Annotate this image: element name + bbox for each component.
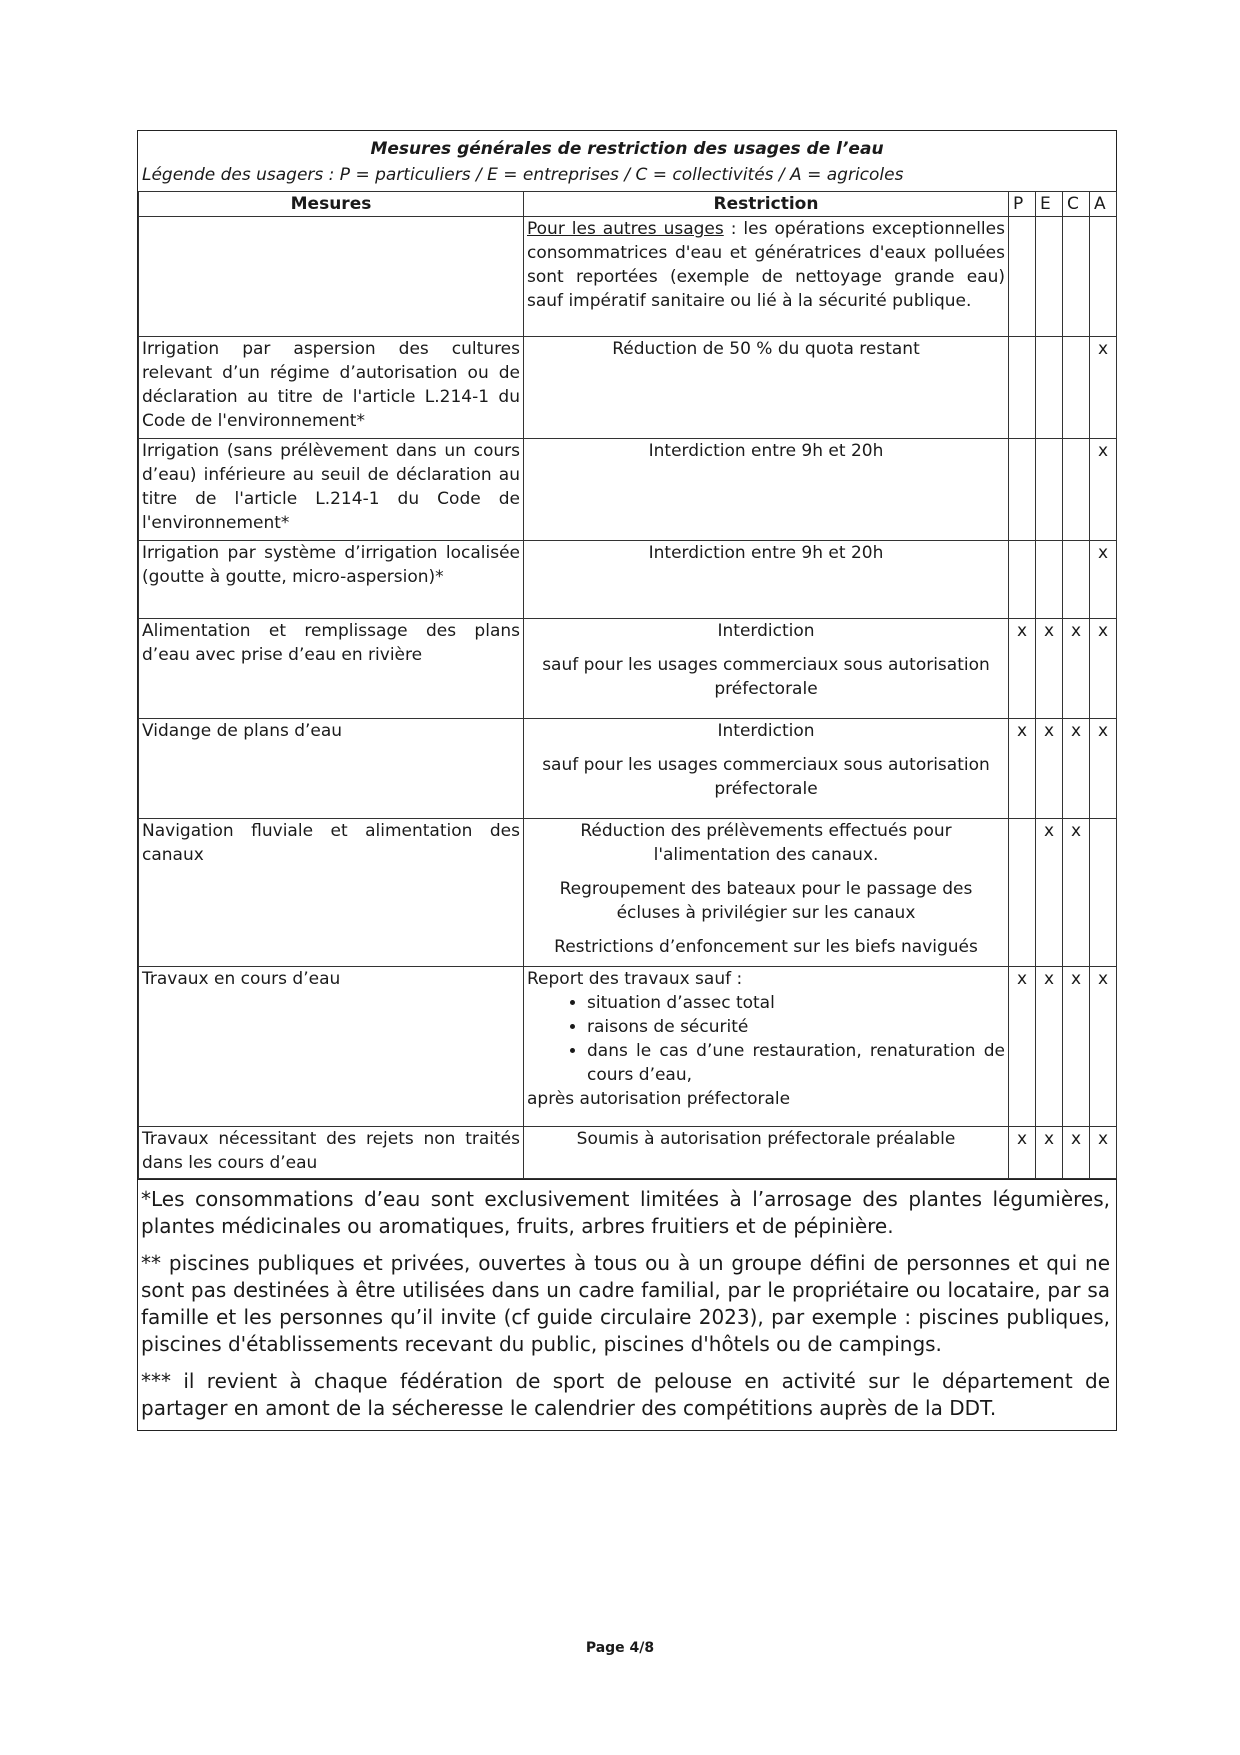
restriction-cell (524, 719, 1009, 819)
flag-a: x (1090, 337, 1117, 439)
table-row (139, 1127, 1117, 1179)
mesure-cell: Travaux en cours d’eau (139, 967, 524, 1127)
flag-e: x (1036, 719, 1063, 819)
mesure-cell: Irrigation par système d’irrigation localisée (goutte à goutte, micro-aspersion)* (139, 541, 524, 619)
flag-c (1063, 439, 1090, 541)
document-title: Mesures générales de restriction des usages de l’eau (370, 139, 884, 159)
flag-a (1090, 217, 1117, 337)
restriction-cell (524, 217, 1009, 337)
flag-c: x (1063, 967, 1090, 1127)
footnote-2: ** piscines publiques et privées, ouvertes à tous ou à un groupe défini de personnes et qui ne sont pas destinées à être utilisées dans un cadre familial, par le propriétaire ou locataire, par sa famille et les personnes qu’il invite (cf guide circulaire 2023), par exemple : piscines publiques, piscines d'établissements recevant du public, piscines d'hôtels ou de campings. (141, 1251, 1110, 1356)
mesure-cell (139, 217, 524, 337)
mesure-cell: Vidange de plans d’eau (139, 719, 524, 819)
flag-a (1090, 819, 1117, 967)
flag-e (1036, 337, 1063, 439)
restriction-text: : les opérations exceptionnelles consommatrices d'eau et génératrices d'eaux polluées sont reportées (exemple de nettoyage grande eau) sauf impératif sanitaire ou lié à la sécurité publique. (527, 219, 1005, 311)
table-header-row (139, 192, 1117, 217)
restriction-cell: Réduction de 50 % du quota restant (524, 337, 1009, 439)
restriction-cell: Interdiction entre 9h et 20h (524, 541, 1009, 619)
flag-p (1009, 337, 1036, 439)
footnote-3: *** il revient à chaque fédération de sport de pelouse en activité sur le département de partager en amont de la sécheresse le calendrier des compétitions auprès de la DDT. (141, 1369, 1110, 1420)
flag-e: x (1036, 967, 1063, 1127)
measures-table (138, 191, 1117, 1179)
table-row (139, 967, 1117, 1127)
flag-e (1036, 439, 1063, 541)
restriction-cell: Soumis à autorisation préfectorale préalable (524, 1127, 1009, 1179)
mesure-cell: Navigation fluviale et alimentation des canaux (139, 819, 524, 967)
mesure-cell: Irrigation par aspersion des cultures relevant d’un régime d’autorisation ou de déclaration au titre de l'article L.214-1 du Code de l'environnement* (139, 337, 524, 439)
flag-p (1009, 819, 1036, 967)
restriction-cell (524, 819, 1009, 967)
restriction-text-2: Regroupement des bateaux pour le passage des écluses à privilégier sur les canaux (559, 879, 973, 923)
restriction-bullets (527, 991, 1005, 1087)
restriction-text: Interdiction (717, 721, 815, 741)
table-row (139, 439, 1117, 541)
table-row (139, 337, 1117, 439)
page-number: Page 4/8 (585, 1640, 655, 1656)
mesure-cell: Alimentation et remplissage des plans d’eau avec prise d’eau en rivière (139, 619, 524, 719)
flag-p: x (1009, 619, 1036, 719)
flag-c: x (1063, 819, 1090, 967)
column-header-p: P (1009, 192, 1036, 217)
flag-a: x (1090, 967, 1117, 1127)
restriction-text-1: Réduction des prélèvements effectués pour l'alimentation des canaux. (580, 821, 952, 865)
table-row (139, 541, 1117, 619)
flag-p (1009, 439, 1036, 541)
restriction-note: sauf pour les usages commerciaux sous autorisation préfectorale (542, 655, 990, 699)
flag-a: x (1090, 541, 1117, 619)
restriction-cell (524, 619, 1009, 719)
user-legend: Légende des usagers : P = particuliers / E = entreprises / C = collectivités / A = agricoles (142, 165, 904, 185)
restriction-text-3: Restrictions d’enfoncement sur les biefs navigués (554, 937, 978, 957)
flag-e (1036, 541, 1063, 619)
flag-e: x (1036, 819, 1063, 967)
table-row (139, 619, 1117, 719)
column-header-a: A (1090, 192, 1117, 217)
table-row (139, 719, 1117, 819)
table-row (139, 217, 1117, 337)
restriction-note: sauf pour les usages commerciaux sous autorisation préfectorale (542, 755, 990, 799)
flag-e (1036, 217, 1063, 337)
flag-c (1063, 541, 1090, 619)
flag-c: x (1063, 619, 1090, 719)
flag-c (1063, 337, 1090, 439)
flag-a: x (1090, 1127, 1117, 1179)
column-header-restriction: Restriction (524, 192, 1009, 217)
flag-p: x (1009, 967, 1036, 1127)
mesure-cell: Irrigation (sans prélèvement dans un cours d’eau) inférieure au seuil de déclaration au titre de l'article L.214-1 du Code de l'environnement* (139, 439, 524, 541)
restriction-text: Interdiction (717, 621, 815, 641)
flag-p: x (1009, 1127, 1036, 1179)
flag-p (1009, 541, 1036, 619)
bullet-item: • raisons de sécurité (587, 1015, 1005, 1039)
restriction-document (137, 130, 1117, 1431)
flag-p: x (1009, 719, 1036, 819)
bullet-item: • dans le cas d’une restauration, renaturation de cours d’eau, (587, 1039, 1005, 1087)
table-row (139, 819, 1117, 967)
column-header-mesures: Mesures (139, 192, 524, 217)
flag-a: x (1090, 439, 1117, 541)
restriction-outro: après autorisation préfectorale (527, 1089, 791, 1109)
flag-c (1063, 217, 1090, 337)
restriction-intro: Report des travaux sauf : (527, 969, 743, 989)
flag-c: x (1063, 1127, 1090, 1179)
footnote-1: *Les consommations d’eau sont exclusivement limitées à l’arrosage des plantes légumières, plantes médicinales ou aromatiques, fruits, arbres fruitiers et de pépinière. (141, 1187, 1110, 1238)
restriction-cell: Interdiction entre 9h et 20h (524, 439, 1009, 541)
flag-c: x (1063, 719, 1090, 819)
footnotes (138, 1179, 1116, 1430)
mesure-cell: Travaux nécessitant des rejets non traités dans les cours d’eau (139, 1127, 524, 1179)
flag-a: x (1090, 619, 1117, 719)
bullet-item: • situation d’assec total (587, 991, 1005, 1015)
flag-e: x (1036, 619, 1063, 719)
column-header-e: E (1036, 192, 1063, 217)
flag-e: x (1036, 1127, 1063, 1179)
restriction-cell (524, 967, 1009, 1127)
flag-p (1009, 217, 1036, 337)
column-header-c: C (1063, 192, 1090, 217)
flag-a: x (1090, 719, 1117, 819)
restriction-lead: Pour les autres usages (527, 219, 724, 239)
